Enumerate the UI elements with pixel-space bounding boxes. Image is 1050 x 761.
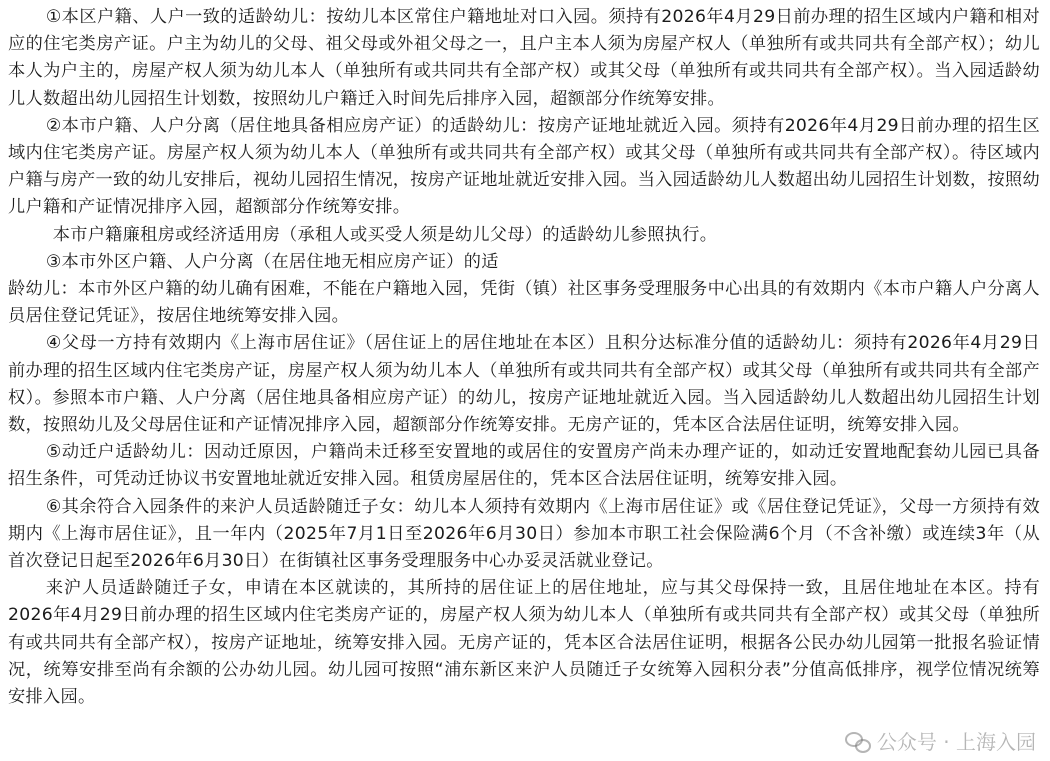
paragraph-note: 本市户籍廉租房或经济适用房（承租人或买受人须是幼儿父母）的适龄幼儿参照执行。 [52, 224, 718, 245]
paragraph-item-5: ⑤动迁户适龄幼儿：因动迁原因，户籍尚未迁移至安置地的或居住的安置房产尚未办理产证的，如动迁安置地配套幼儿园已具备招生条件，可凭动迁协议书安置地址就近安排入园。租赁房屋居住的，凭本区合法居住证明，统筹安排入园。 [8, 442, 1040, 490]
paragraph-item-6: ⑥其余符合入园条件的来沪人员适龄随迁子女：幼儿本人须持有效期内《上海市居住证》或《居住登记凭证》，父母一方须持有效期内《上海市居住证》，且一年内（2025年7月1日至2026年6月30日）参加本市职工社会保险满6个月（不含补缴）或连续3年（从首次登记日起至2026年6月30日）在街镇社区事务受理服务中心办妥灵活就业登记。 [8, 496, 1040, 572]
paragraph-item-2: ②本市户籍、人户分离（居住地具备相应房产证）的适龄幼儿：按房产证地址就近入园。须持有2026年4月29日前办理的招生区域内住宅类房产证。房屋产权人须为幼儿本人（单独所有或共同共有全部产权）或其父母（单独所有或共同共有全部产权）。待区域内户籍与房产一致的幼儿安排后，视幼儿园招生情况，按房产证地址就近安排入园。当入园适龄幼儿人数超出幼儿园招生计划数，按照幼儿户籍和产证情况排序入园，超额部分作统筹安排。 [8, 115, 1040, 218]
watermark-text: 公众号 · 上海入园 [876, 730, 1036, 754]
paragraph-item-1: ①本区户籍、人户一致的适龄幼儿：按幼儿本区常住户籍地址对口入园。须持有2026年4月29日前办理的招生区域内户籍和相对应的住宅类房产证。户主为幼儿的父母、祖父母或外祖父母之一，且户主本人须为房屋产权人（单独所有或共同共有全部产权）；幼儿本人为户主的，房屋产权人须为幼儿本人（单独所有或共同共有全部产权）或其父母（单独所有或共同共有全部产权）。当入园适龄幼儿人数超出幼儿园招生计划数，按照幼儿户籍迁入时间先后排序入园，超额部分作统筹安排。 [8, 7, 1040, 109]
paragraph-migrant-children: 来沪人员适龄随迁子女，申请在本区就读的，其所持的居住证上的居住地址，应与其父母保持一致，且居住地址在本区。持有2026年4月29日前办理的招生区域内住宅类房产证的，房屋产权人须为幼儿本人（单独所有或共同共有全部产权）或其父母（单独所有或共同共有全部产权），按房产证地址，统筹安排入园。无房产证的，凭本区合法居住证明，根据各公民办幼儿园第一批报名验证情况，统筹安排至尚有余额的公办幼儿园。幼儿园可按照“浦东新区来沪人员随迁子女统筹入园积分表”分值高低排序，视学位情况统筹安排入园。 [8, 578, 1040, 708]
paragraph-item-4: ④父母一方持有效期内《上海市居住证》（居住证上的居住地址在本区）且积分达标准分值的适龄幼儿：须持有2026年4月29日前办理的招生区域内住宅类房产证，房屋产权人须为幼儿本人（单独所有或共同共有全部产权）或其父母（单独所有或共同共有全部产权）。参照本市户籍、人户分离（居住地具备相应房产证）的幼儿，按房产证地址就近入园。当入园适龄幼儿人数超出幼儿园招生计划数，按照幼儿及父母居住证和产证情况排序入园，超额部分作统筹安排。无房产证的，凭本区合法居住证明，统筹安排入园。 [8, 333, 1040, 436]
paragraph-item-3: 龄幼儿：本市外区户籍的幼儿确有困难，不能在户籍地入园，凭街（镇）社区事务受理服务中心出具的有效期内《本市户籍人户分离人员居住登记凭证》，按居住地统筹安排入园。 [8, 279, 1040, 327]
paragraph-item-3-heading: ③本市外区户籍、人户分离（在居住地无相应房产证）的适 [45, 251, 499, 272]
